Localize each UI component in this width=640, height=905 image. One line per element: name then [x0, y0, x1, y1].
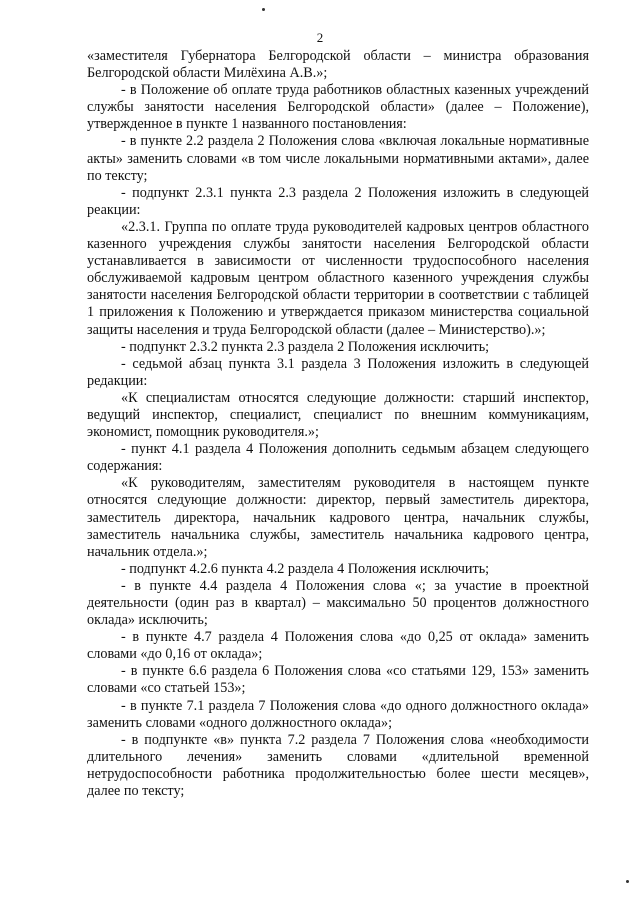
paragraph-12: - в пункте 4.4 раздела 4 Положения слова «; за участие в проектной деятельности (один раз в квартал) – максимально 50 процентов должностного оклада» исключить;	[87, 577, 589, 629]
paragraph-11: - подпункт 4.2.6 пункта 4.2 раздела 4 Положения исключить;	[121, 560, 490, 577]
paragraph-7: - седьмой абзац пункта 3.1 раздела 3 Положения изложить в следующей редакции:	[87, 355, 589, 389]
paragraph-10: «К руководителям, заместителям руководителя в настоящем пункте относятся следующие должности: директор, первый заместитель директора, заместитель директора, начальник кадрового центра, начальник службы, заместитель начальника службы, заместитель начальника кадрового центра, начальник отдела.»;	[87, 475, 589, 560]
scan-speck	[626, 880, 629, 883]
paragraph-1: «заместителя Губернатора Белгородской области – министра образования Белгородской области Милёхина А.В.»;	[87, 48, 589, 82]
paragraph-15: - в пункте 7.1 раздела 7 Положения слова «до одного должностного оклада» заменить словами «одного должностного оклада»;	[87, 697, 589, 731]
paragraph-6: - подпункт 2.3.2 пункта 2.3 раздела 2 Положения исключить;	[121, 338, 490, 355]
paragraph-4: - подпункт 2.3.1 пункта 2.3 раздела 2 Положения изложить в следующей реакции:	[87, 184, 589, 218]
paragraph-2: - в Положение об оплате труда работников областных казенных учреждений службы занятости населения Белгородской области» (далее – Положение), утвержденное в пункте 1 названного постановления:	[87, 82, 589, 133]
scan-speck	[262, 8, 265, 11]
paragraph-3: - в пункте 2.2 раздела 2 Положения слова «включая локальные нормативные акты» заменить словами «в том числе локальными нормативными актами», далее по тексту;	[87, 133, 589, 184]
page-number: 2	[316, 30, 324, 45]
paragraph-14: - в пункте 6.6 раздела 6 Положения слова «со статьями 129, 153» заменить словами «со статьей 153»;	[87, 663, 589, 697]
document-body	[87, 48, 589, 800]
paragraph-8: «К специалистам относятся следующие должности: старший инспектор, ведущий инспектор, специалист, специалист по внешним коммуникациям, экономист, помощник руководителя.»;	[87, 389, 589, 441]
paragraph-5: «2.3.1. Группа по оплате труда руководителей кадровых центров областного казенного учреждения службы занятости населения Белгородской области устанавливается в зависимости от численности трудоспособного населения обслуживаемой кадровым центром областного казенного учреждения службы занятости населения Белгородской области территории в соответствии с таблицей 1 приложения к Положению и утверждается приказом министерства социальной защиты населения и труда Белгородской области (далее – Министерство).»;	[87, 218, 589, 338]
paragraph-9: - пункт 4.1 раздела 4 Положения дополнить седьмым абзацем следующего содержания:	[87, 441, 589, 475]
paragraph-13: - в пункте 4.7 раздела 4 Положения слова «до 0,25 от оклада» заменить словами «до 0,16 от оклада»;	[87, 629, 589, 663]
paragraph-16: - в подпункте «в» пункта 7.2 раздела 7 Положения слова «необходимости длительного лечения» заменить словами «длительной временной нетрудоспособности работника продолжительностью более шести месяцев», далее по тексту;	[87, 731, 589, 800]
